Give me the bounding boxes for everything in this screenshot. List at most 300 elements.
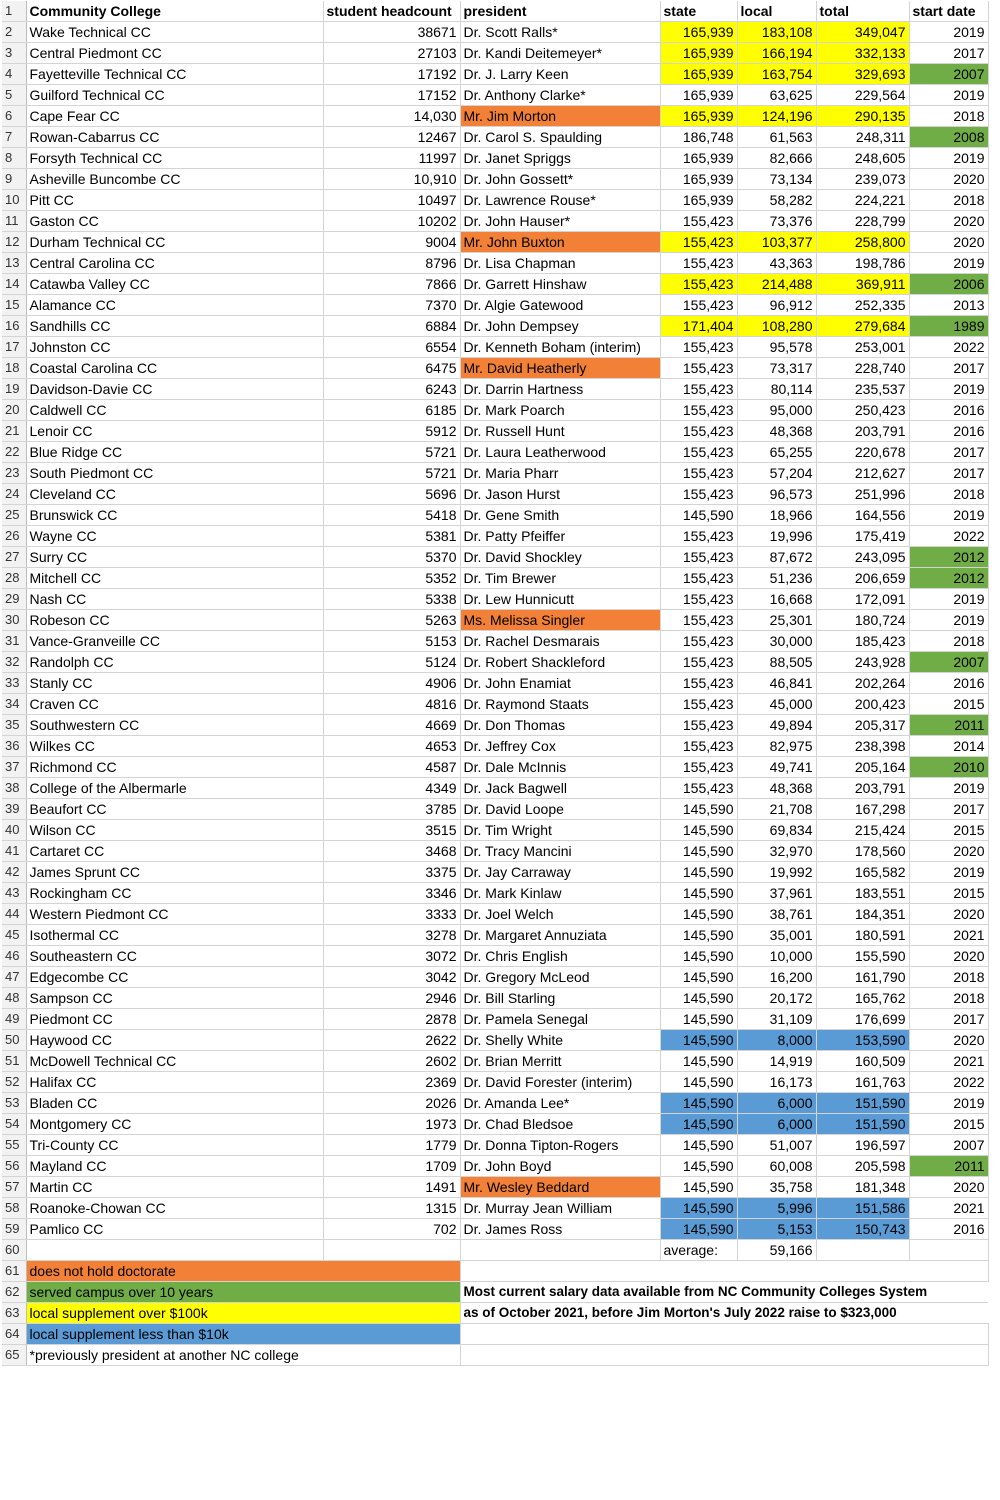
cell-state[interactable]: 145,590 xyxy=(660,1135,737,1156)
cell-college[interactable]: Lenoir CC xyxy=(26,421,323,442)
cell-total[interactable]: 202,264 xyxy=(816,673,909,694)
cell-college[interactable]: Rowan-Cabarrus CC xyxy=(26,127,323,148)
cell-college[interactable]: Beaufort CC xyxy=(26,799,323,820)
cell-total[interactable]: 180,724 xyxy=(816,610,909,631)
cell-headcount[interactable]: 3333 xyxy=(323,904,460,925)
cell-empty[interactable] xyxy=(323,1240,460,1261)
cell-total[interactable]: 183,551 xyxy=(816,883,909,904)
cell-headcount[interactable]: 5912 xyxy=(323,421,460,442)
row-number[interactable]: 18 xyxy=(2,358,26,379)
cell-headcount[interactable]: 5721 xyxy=(323,442,460,463)
cell-start-date[interactable]: 2015 xyxy=(909,1114,988,1135)
row-number[interactable]: 12 xyxy=(2,232,26,253)
cell-state[interactable]: 165,939 xyxy=(660,22,737,43)
cell-empty[interactable] xyxy=(816,1240,909,1261)
col-header-start-date[interactable]: start date xyxy=(909,1,988,22)
cell-start-date[interactable]: 2018 xyxy=(909,631,988,652)
cell-college[interactable]: Blue Ridge CC xyxy=(26,442,323,463)
row-number[interactable]: 48 xyxy=(2,988,26,1009)
cell-start-date[interactable]: 2015 xyxy=(909,694,988,715)
cell-total[interactable]: 151,586 xyxy=(816,1198,909,1219)
cell-state[interactable]: 155,423 xyxy=(660,589,737,610)
cell-headcount[interactable]: 3785 xyxy=(323,799,460,820)
cell-headcount[interactable]: 10,910 xyxy=(323,169,460,190)
cell-start-date[interactable]: 2020 xyxy=(909,169,988,190)
cell-empty[interactable] xyxy=(460,1345,988,1366)
cell-headcount[interactable]: 5418 xyxy=(323,505,460,526)
cell-start-date[interactable]: 2013 xyxy=(909,295,988,316)
cell-local[interactable]: 5,996 xyxy=(737,1198,816,1219)
cell-total[interactable]: 224,221 xyxy=(816,190,909,211)
cell-start-date[interactable]: 2016 xyxy=(909,673,988,694)
cell-state[interactable]: 165,939 xyxy=(660,190,737,211)
cell-president[interactable]: Mr. Jim Morton xyxy=(460,106,660,127)
cell-college[interactable]: Stanly CC xyxy=(26,673,323,694)
row-number[interactable]: 65 xyxy=(2,1345,26,1366)
cell-total[interactable]: 250,423 xyxy=(816,400,909,421)
cell-president[interactable]: Dr. Laura Leatherwood xyxy=(460,442,660,463)
cell-headcount[interactable]: 5352 xyxy=(323,568,460,589)
cell-local[interactable]: 30,000 xyxy=(737,631,816,652)
cell-local[interactable]: 48,368 xyxy=(737,421,816,442)
average-value[interactable]: 59,166 xyxy=(737,1240,816,1261)
cell-president[interactable]: Dr. Donna Tipton-Rogers xyxy=(460,1135,660,1156)
row-number[interactable]: 13 xyxy=(2,253,26,274)
cell-start-date[interactable]: 2020 xyxy=(909,1030,988,1051)
cell-local[interactable]: 61,563 xyxy=(737,127,816,148)
cell-president[interactable]: Dr. Tim Wright xyxy=(460,820,660,841)
cell-start-date[interactable]: 2017 xyxy=(909,463,988,484)
cell-start-date[interactable]: 2020 xyxy=(909,904,988,925)
cell-headcount[interactable]: 2026 xyxy=(323,1093,460,1114)
cell-college[interactable]: Guilford Technical CC xyxy=(26,85,323,106)
cell-college[interactable]: Sampson CC xyxy=(26,988,323,1009)
row-number[interactable]: 20 xyxy=(2,400,26,421)
legend-item[interactable]: *previously president at another NC college xyxy=(26,1345,460,1366)
cell-state[interactable]: 145,590 xyxy=(660,820,737,841)
cell-state[interactable]: 155,423 xyxy=(660,610,737,631)
row-number[interactable]: 36 xyxy=(2,736,26,757)
cell-state[interactable]: 165,939 xyxy=(660,85,737,106)
cell-total[interactable]: 238,398 xyxy=(816,736,909,757)
cell-start-date[interactable]: 2022 xyxy=(909,1072,988,1093)
legend-item[interactable]: served campus over 10 years xyxy=(26,1282,460,1303)
cell-state[interactable]: 155,423 xyxy=(660,400,737,421)
cell-total[interactable]: 176,699 xyxy=(816,1009,909,1030)
cell-headcount[interactable]: 3278 xyxy=(323,925,460,946)
cell-president[interactable]: Dr. Amanda Lee* xyxy=(460,1093,660,1114)
row-number[interactable]: 49 xyxy=(2,1009,26,1030)
cell-start-date[interactable]: 2019 xyxy=(909,1093,988,1114)
cell-president[interactable]: Dr. Tim Brewer xyxy=(460,568,660,589)
cell-start-date[interactable]: 2017 xyxy=(909,442,988,463)
cell-headcount[interactable]: 5381 xyxy=(323,526,460,547)
cell-headcount[interactable]: 8796 xyxy=(323,253,460,274)
cell-local[interactable]: 21,708 xyxy=(737,799,816,820)
row-number[interactable]: 53 xyxy=(2,1093,26,1114)
cell-state[interactable]: 145,590 xyxy=(660,883,737,904)
cell-college[interactable]: Asheville Buncombe CC xyxy=(26,169,323,190)
cell-headcount[interactable]: 2369 xyxy=(323,1072,460,1093)
cell-headcount[interactable]: 6185 xyxy=(323,400,460,421)
row-number[interactable]: 22 xyxy=(2,442,26,463)
cell-college[interactable]: Gaston CC xyxy=(26,211,323,232)
cell-headcount[interactable]: 5124 xyxy=(323,652,460,673)
cell-headcount[interactable]: 2602 xyxy=(323,1051,460,1072)
cell-start-date[interactable]: 2019 xyxy=(909,379,988,400)
cell-headcount[interactable]: 1709 xyxy=(323,1156,460,1177)
cell-state[interactable]: 155,423 xyxy=(660,694,737,715)
cell-total[interactable]: 215,424 xyxy=(816,820,909,841)
cell-start-date[interactable]: 2021 xyxy=(909,1198,988,1219)
cell-start-date[interactable]: 2020 xyxy=(909,211,988,232)
cell-headcount[interactable]: 11997 xyxy=(323,148,460,169)
cell-headcount[interactable]: 3346 xyxy=(323,883,460,904)
cell-headcount[interactable]: 5696 xyxy=(323,484,460,505)
cell-total[interactable]: 332,133 xyxy=(816,43,909,64)
cell-state[interactable]: 155,423 xyxy=(660,484,737,505)
cell-total[interactable]: 252,335 xyxy=(816,295,909,316)
row-number[interactable]: 25 xyxy=(2,505,26,526)
cell-empty[interactable] xyxy=(26,1240,323,1261)
cell-headcount[interactable]: 6554 xyxy=(323,337,460,358)
cell-start-date[interactable]: 2019 xyxy=(909,505,988,526)
cell-state[interactable]: 155,423 xyxy=(660,421,737,442)
cell-college[interactable]: South Piedmont CC xyxy=(26,463,323,484)
cell-start-date[interactable]: 2008 xyxy=(909,127,988,148)
cell-college[interactable]: Rockingham CC xyxy=(26,883,323,904)
cell-total[interactable]: 228,799 xyxy=(816,211,909,232)
cell-local[interactable]: 20,172 xyxy=(737,988,816,1009)
cell-local[interactable]: 183,108 xyxy=(737,22,816,43)
legend-item[interactable]: does not hold doctorate xyxy=(26,1261,460,1282)
cell-total[interactable]: 181,348 xyxy=(816,1177,909,1198)
cell-college[interactable]: Brunswick CC xyxy=(26,505,323,526)
cell-president[interactable]: Dr. Carol S. Spaulding xyxy=(460,127,660,148)
cell-total[interactable]: 205,317 xyxy=(816,715,909,736)
row-number[interactable]: 60 xyxy=(2,1240,26,1261)
cell-headcount[interactable]: 1973 xyxy=(323,1114,460,1135)
cell-college[interactable]: Wake Technical CC xyxy=(26,22,323,43)
cell-headcount[interactable]: 3468 xyxy=(323,841,460,862)
cell-college[interactable]: Randolph CC xyxy=(26,652,323,673)
cell-headcount[interactable]: 2878 xyxy=(323,1009,460,1030)
note-line-1[interactable]: Most current salary data available from NC Community Colleges System xyxy=(460,1282,988,1303)
cell-college[interactable]: James Sprunt CC xyxy=(26,862,323,883)
cell-president[interactable]: Dr. John Gossett* xyxy=(460,169,660,190)
cell-start-date[interactable]: 2006 xyxy=(909,274,988,295)
cell-president[interactable]: Dr. Mark Kinlaw xyxy=(460,883,660,904)
cell-total[interactable]: 203,791 xyxy=(816,778,909,799)
cell-total[interactable]: 167,298 xyxy=(816,799,909,820)
cell-state[interactable]: 145,590 xyxy=(660,1030,737,1051)
cell-local[interactable]: 6,000 xyxy=(737,1114,816,1135)
cell-headcount[interactable]: 17152 xyxy=(323,85,460,106)
cell-headcount[interactable]: 4906 xyxy=(323,673,460,694)
cell-headcount[interactable]: 4669 xyxy=(323,715,460,736)
cell-college[interactable]: Durham Technical CC xyxy=(26,232,323,253)
cell-president[interactable]: Dr. Algie Gatewood xyxy=(460,295,660,316)
cell-start-date[interactable]: 2020 xyxy=(909,232,988,253)
cell-college[interactable]: Sandhills CC xyxy=(26,316,323,337)
cell-headcount[interactable]: 6884 xyxy=(323,316,460,337)
cell-headcount[interactable]: 7370 xyxy=(323,295,460,316)
cell-headcount[interactable]: 4349 xyxy=(323,778,460,799)
cell-college[interactable]: Surry CC xyxy=(26,547,323,568)
cell-total[interactable]: 160,509 xyxy=(816,1051,909,1072)
cell-start-date[interactable]: 2018 xyxy=(909,967,988,988)
cell-president[interactable]: Dr. Jay Carraway xyxy=(460,862,660,883)
cell-headcount[interactable]: 4816 xyxy=(323,694,460,715)
row-number[interactable]: 61 xyxy=(2,1261,26,1282)
col-header-headcount[interactable]: student headcount xyxy=(323,1,460,22)
cell-start-date[interactable]: 2019 xyxy=(909,589,988,610)
cell-state[interactable]: 155,423 xyxy=(660,253,737,274)
cell-state[interactable]: 145,590 xyxy=(660,967,737,988)
cell-college[interactable]: Fayetteville Technical CC xyxy=(26,64,323,85)
cell-start-date[interactable]: 2016 xyxy=(909,400,988,421)
cell-start-date[interactable]: 2021 xyxy=(909,925,988,946)
row-number[interactable]: 7 xyxy=(2,127,26,148)
cell-college[interactable]: Vance-Granveille CC xyxy=(26,631,323,652)
cell-college[interactable]: Roanoke-Chowan CC xyxy=(26,1198,323,1219)
cell-start-date[interactable]: 2007 xyxy=(909,1135,988,1156)
row-number[interactable]: 15 xyxy=(2,295,26,316)
cell-college[interactable]: McDowell Technical CC xyxy=(26,1051,323,1072)
col-header-president[interactable]: president xyxy=(460,1,660,22)
cell-state[interactable]: 145,590 xyxy=(660,1219,737,1240)
cell-total[interactable]: 150,743 xyxy=(816,1219,909,1240)
cell-college[interactable]: Central Carolina CC xyxy=(26,253,323,274)
cell-total[interactable]: 153,590 xyxy=(816,1030,909,1051)
cell-state[interactable]: 165,939 xyxy=(660,64,737,85)
cell-local[interactable]: 82,666 xyxy=(737,148,816,169)
cell-local[interactable]: 8,000 xyxy=(737,1030,816,1051)
cell-president[interactable]: Dr. Bill Starling xyxy=(460,988,660,1009)
cell-state[interactable]: 145,590 xyxy=(660,1114,737,1135)
cell-president[interactable]: Dr. Lawrence Rouse* xyxy=(460,190,660,211)
cell-president[interactable]: Dr. Darrin Hartness xyxy=(460,379,660,400)
cell-empty[interactable] xyxy=(460,1240,660,1261)
cell-headcount[interactable]: 6475 xyxy=(323,358,460,379)
row-number[interactable]: 42 xyxy=(2,862,26,883)
cell-president[interactable]: Dr. Anthony Clarke* xyxy=(460,85,660,106)
cell-president[interactable]: Dr. Shelly White xyxy=(460,1030,660,1051)
cell-start-date[interactable]: 2007 xyxy=(909,652,988,673)
cell-start-date[interactable]: 2022 xyxy=(909,337,988,358)
cell-headcount[interactable]: 3072 xyxy=(323,946,460,967)
cell-state[interactable]: 145,590 xyxy=(660,1093,737,1114)
cell-local[interactable]: 108,280 xyxy=(737,316,816,337)
cell-local[interactable]: 49,741 xyxy=(737,757,816,778)
row-number[interactable]: 38 xyxy=(2,778,26,799)
cell-total[interactable]: 243,095 xyxy=(816,547,909,568)
row-number[interactable]: 59 xyxy=(2,1219,26,1240)
cell-start-date[interactable]: 2020 xyxy=(909,946,988,967)
cell-state[interactable]: 155,423 xyxy=(660,295,737,316)
cell-state[interactable]: 145,590 xyxy=(660,505,737,526)
cell-start-date[interactable]: 2017 xyxy=(909,1009,988,1030)
row-number[interactable]: 32 xyxy=(2,652,26,673)
cell-local[interactable]: 73,376 xyxy=(737,211,816,232)
cell-total[interactable]: 196,597 xyxy=(816,1135,909,1156)
cell-start-date[interactable]: 2014 xyxy=(909,736,988,757)
row-number[interactable]: 16 xyxy=(2,316,26,337)
cell-headcount[interactable]: 702 xyxy=(323,1219,460,1240)
cell-headcount[interactable]: 3042 xyxy=(323,967,460,988)
cell-president[interactable]: Dr. Chris English xyxy=(460,946,660,967)
cell-local[interactable]: 18,966 xyxy=(737,505,816,526)
cell-president[interactable]: Dr. Brian Merritt xyxy=(460,1051,660,1072)
cell-local[interactable]: 60,008 xyxy=(737,1156,816,1177)
row-number[interactable]: 50 xyxy=(2,1030,26,1051)
cell-college[interactable]: Bladen CC xyxy=(26,1093,323,1114)
row-number[interactable]: 14 xyxy=(2,274,26,295)
cell-start-date[interactable]: 2021 xyxy=(909,1051,988,1072)
row-number[interactable]: 29 xyxy=(2,589,26,610)
cell-total[interactable]: 165,582 xyxy=(816,862,909,883)
cell-headcount[interactable]: 1315 xyxy=(323,1198,460,1219)
legend-item[interactable]: local supplement over $100k xyxy=(26,1303,460,1324)
cell-total[interactable]: 349,047 xyxy=(816,22,909,43)
cell-headcount[interactable]: 2946 xyxy=(323,988,460,1009)
cell-total[interactable]: 155,590 xyxy=(816,946,909,967)
cell-college[interactable]: College of the Albermarle xyxy=(26,778,323,799)
cell-local[interactable]: 45,000 xyxy=(737,694,816,715)
cell-local[interactable]: 35,001 xyxy=(737,925,816,946)
cell-president[interactable]: Dr. Russell Hunt xyxy=(460,421,660,442)
row-number[interactable]: 62 xyxy=(2,1282,26,1303)
cell-start-date[interactable]: 2011 xyxy=(909,1156,988,1177)
cell-headcount[interactable]: 10497 xyxy=(323,190,460,211)
cell-total[interactable]: 369,911 xyxy=(816,274,909,295)
cell-local[interactable]: 214,488 xyxy=(737,274,816,295)
cell-state[interactable]: 145,590 xyxy=(660,904,737,925)
cell-local[interactable]: 73,134 xyxy=(737,169,816,190)
cell-start-date[interactable]: 2012 xyxy=(909,547,988,568)
cell-total[interactable]: 184,351 xyxy=(816,904,909,925)
row-number[interactable]: 10 xyxy=(2,190,26,211)
cell-state[interactable]: 155,423 xyxy=(660,337,737,358)
cell-start-date[interactable]: 2018 xyxy=(909,988,988,1009)
cell-college[interactable]: Edgecombe CC xyxy=(26,967,323,988)
cell-total[interactable]: 248,605 xyxy=(816,148,909,169)
row-number[interactable]: 24 xyxy=(2,484,26,505)
cell-start-date[interactable]: 2019 xyxy=(909,862,988,883)
cell-state[interactable]: 155,423 xyxy=(660,379,737,400)
cell-headcount[interactable]: 14,030 xyxy=(323,106,460,127)
col-header-state[interactable]: state xyxy=(660,1,737,22)
cell-local[interactable]: 48,368 xyxy=(737,778,816,799)
cell-state[interactable]: 155,423 xyxy=(660,442,737,463)
cell-local[interactable]: 103,377 xyxy=(737,232,816,253)
cell-state[interactable]: 155,423 xyxy=(660,631,737,652)
cell-college[interactable]: Johnston CC xyxy=(26,337,323,358)
cell-total[interactable]: 151,590 xyxy=(816,1114,909,1135)
row-number[interactable]: 43 xyxy=(2,883,26,904)
row-number[interactable]: 47 xyxy=(2,967,26,988)
row-number[interactable]: 28 xyxy=(2,568,26,589)
cell-president[interactable]: Mr. John Buxton xyxy=(460,232,660,253)
row-number[interactable]: 45 xyxy=(2,925,26,946)
cell-college[interactable]: Cartaret CC xyxy=(26,841,323,862)
cell-start-date[interactable]: 2019 xyxy=(909,253,988,274)
cell-president[interactable]: Dr. Joel Welch xyxy=(460,904,660,925)
cell-college[interactable]: Mayland CC xyxy=(26,1156,323,1177)
cell-state[interactable]: 171,404 xyxy=(660,316,737,337)
cell-president[interactable]: Dr. David Loope xyxy=(460,799,660,820)
row-number[interactable]: 26 xyxy=(2,526,26,547)
row-number[interactable]: 2 xyxy=(2,22,26,43)
cell-college[interactable]: Wayne CC xyxy=(26,526,323,547)
cell-start-date[interactable]: 2020 xyxy=(909,1177,988,1198)
cell-state[interactable]: 145,590 xyxy=(660,925,737,946)
cell-total[interactable]: 205,164 xyxy=(816,757,909,778)
cell-local[interactable]: 25,301 xyxy=(737,610,816,631)
cell-local[interactable]: 88,505 xyxy=(737,652,816,673)
cell-headcount[interactable]: 2622 xyxy=(323,1030,460,1051)
cell-president[interactable]: Dr. John Enamiat xyxy=(460,673,660,694)
cell-local[interactable]: 96,573 xyxy=(737,484,816,505)
cell-start-date[interactable]: 2010 xyxy=(909,757,988,778)
cell-state[interactable]: 155,423 xyxy=(660,673,737,694)
cell-local[interactable]: 95,578 xyxy=(737,337,816,358)
cell-college[interactable]: Richmond CC xyxy=(26,757,323,778)
cell-start-date[interactable]: 2015 xyxy=(909,883,988,904)
cell-college[interactable]: Cleveland CC xyxy=(26,484,323,505)
cell-start-date[interactable]: 2016 xyxy=(909,421,988,442)
cell-state[interactable]: 155,423 xyxy=(660,547,737,568)
cell-state[interactable]: 155,423 xyxy=(660,211,737,232)
cell-president[interactable]: Ms. Melissa Singler xyxy=(460,610,660,631)
row-number[interactable]: 1 xyxy=(2,1,26,22)
row-number[interactable]: 3 xyxy=(2,43,26,64)
cell-local[interactable]: 63,625 xyxy=(737,85,816,106)
row-number[interactable]: 63 xyxy=(2,1303,26,1324)
cell-college[interactable]: Piedmont CC xyxy=(26,1009,323,1030)
cell-state[interactable]: 155,423 xyxy=(660,463,737,484)
row-number[interactable]: 46 xyxy=(2,946,26,967)
cell-total[interactable]: 205,598 xyxy=(816,1156,909,1177)
cell-total[interactable]: 151,590 xyxy=(816,1093,909,1114)
cell-local[interactable]: 16,668 xyxy=(737,589,816,610)
cell-college[interactable]: Central Piedmont CC xyxy=(26,43,323,64)
cell-local[interactable]: 95,000 xyxy=(737,400,816,421)
cell-headcount[interactable]: 6243 xyxy=(323,379,460,400)
cell-headcount[interactable]: 5263 xyxy=(323,610,460,631)
cell-president[interactable]: Dr. J. Larry Keen xyxy=(460,64,660,85)
cell-state[interactable]: 145,590 xyxy=(660,799,737,820)
cell-headcount[interactable]: 10202 xyxy=(323,211,460,232)
cell-start-date[interactable]: 2019 xyxy=(909,610,988,631)
cell-president[interactable]: Dr. Rachel Desmarais xyxy=(460,631,660,652)
cell-college[interactable]: Nash CC xyxy=(26,589,323,610)
cell-president[interactable]: Mr. Wesley Beddard xyxy=(460,1177,660,1198)
cell-president[interactable]: Dr. Mark Poarch xyxy=(460,400,660,421)
cell-start-date[interactable]: 2011 xyxy=(909,715,988,736)
col-header-college[interactable]: Community College xyxy=(26,1,323,22)
cell-local[interactable]: 10,000 xyxy=(737,946,816,967)
cell-college[interactable]: Halifax CC xyxy=(26,1072,323,1093)
cell-president[interactable]: Dr. Lisa Chapman xyxy=(460,253,660,274)
cell-total[interactable]: 198,786 xyxy=(816,253,909,274)
cell-empty[interactable] xyxy=(460,1261,988,1282)
cell-local[interactable]: 166,194 xyxy=(737,43,816,64)
cell-local[interactable]: 73,317 xyxy=(737,358,816,379)
cell-president[interactable]: Dr. Jason Hurst xyxy=(460,484,660,505)
cell-state[interactable]: 145,590 xyxy=(660,1009,737,1030)
cell-headcount[interactable]: 7866 xyxy=(323,274,460,295)
